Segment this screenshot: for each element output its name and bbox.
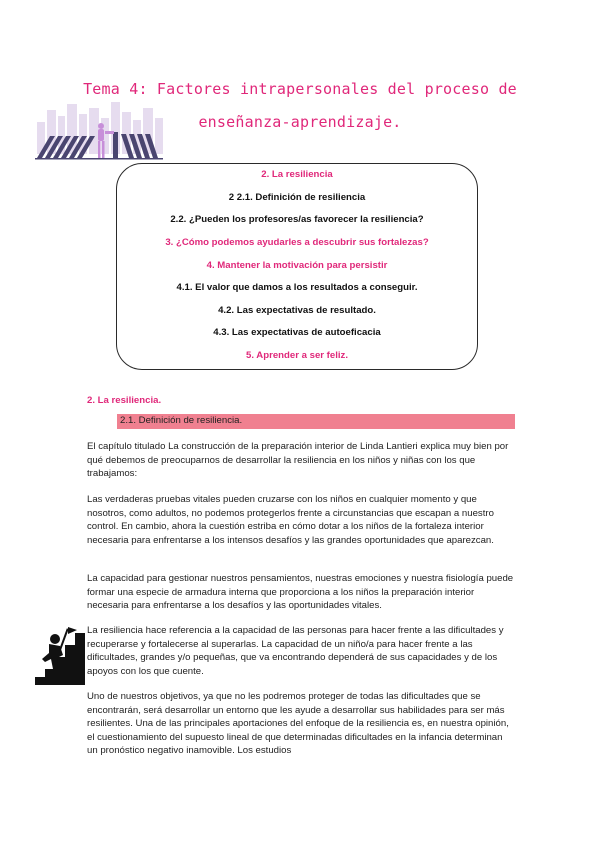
- paragraph: Uno de nuestros objetivos, ya que no les podremos proteger de todas las dificultades que se encontrarán, será desarrollar un entorno que les ayude a desarrollar sus habilidades para ser más resilientes. Una de las principales aportaciones del enfoque de la resiliencia es, en nuestra opinión, el cuestionamiento del supuesto lineal de que determinadas dificultades en la infancia determinan un pronóstico negativo inamovible. Los estudios: [87, 691, 509, 757]
- section-heading: 2. La resiliencia.: [87, 395, 162, 406]
- toc-item: 2 2.1. Definición de resiliencia: [228, 192, 366, 203]
- subsection-heading: 2.1. Definición de resiliencia.: [120, 415, 243, 426]
- page-title-line-1: Tema 4: Factores intrapersonales del proceso de: [83, 80, 517, 98]
- page-title-line-2: enseñanza-aprendizaje.: [198, 113, 402, 131]
- paragraph-quote: Las verdaderas pruebas vitales pueden cruzarse con los niños en cualquier momento y que nosotros, como adultos, no podemos protegerlos frente a circunstancias que escapan a nuestro control. En cambio, ahora la cuestión estriba en cómo dotar a los niños de la fortaleza interior necesaria para enfrentarse a los intensos desafíos y las grandes oportunidades que aparezcan.: [87, 494, 494, 546]
- table-of-contents: [116, 163, 478, 370]
- toc-item: 2. La resiliencia: [261, 169, 333, 180]
- climber-stairs-icon: [27, 625, 85, 685]
- toc-item: 3. ¿Cómo podemos ayudarles a descubrir sus fortalezas?: [165, 237, 429, 248]
- toc-item: 5. Aprender a ser feliz.: [245, 350, 349, 361]
- toc-item: 2.2. ¿Pueden los profesores/as favorecer la resiliencia?: [170, 214, 424, 225]
- toc-item: 4.2. Las expectativas de resultado.: [218, 305, 376, 316]
- subsection-heading-bar: [117, 414, 515, 429]
- paragraph: El capítulo titulado La construcción de la preparación interior de Linda Lantieri explica muy bien por qué debemos de preocuparnos de desarrollar la resiliencia en los niños y niñas con los que trabajamos:: [87, 441, 509, 480]
- paragraph: La capacidad para gestionar nuestros pensamientos, nuestras emociones y nuestra fisiología puede formar una especie de armadura interna que proporciona a los niños la preparación interior necesaria para enfrentarse a los desafíos y las oportunidades vitales.: [87, 573, 514, 612]
- toc-item: 4. Mantener la motivación para persistir: [206, 260, 388, 271]
- dominoes-person-illustration: [33, 100, 168, 162]
- toc-item: 4.1. El valor que damos a los resultados a conseguir.: [176, 282, 418, 293]
- toc-item: 4.3. Las expectativas de autoeficacia: [213, 327, 381, 338]
- paragraph: La resiliencia hace referencia a la capacidad de las personas para hacer frente a las dificultades y recuperarse y fortalecerse al superarlas. La capacidad de un niño/a para hacer frente a las dificultades, grandes y/o pequeñas, que va encontrando dependerá de sus capacidades y de los apoyos con los que cuente.: [87, 625, 504, 677]
